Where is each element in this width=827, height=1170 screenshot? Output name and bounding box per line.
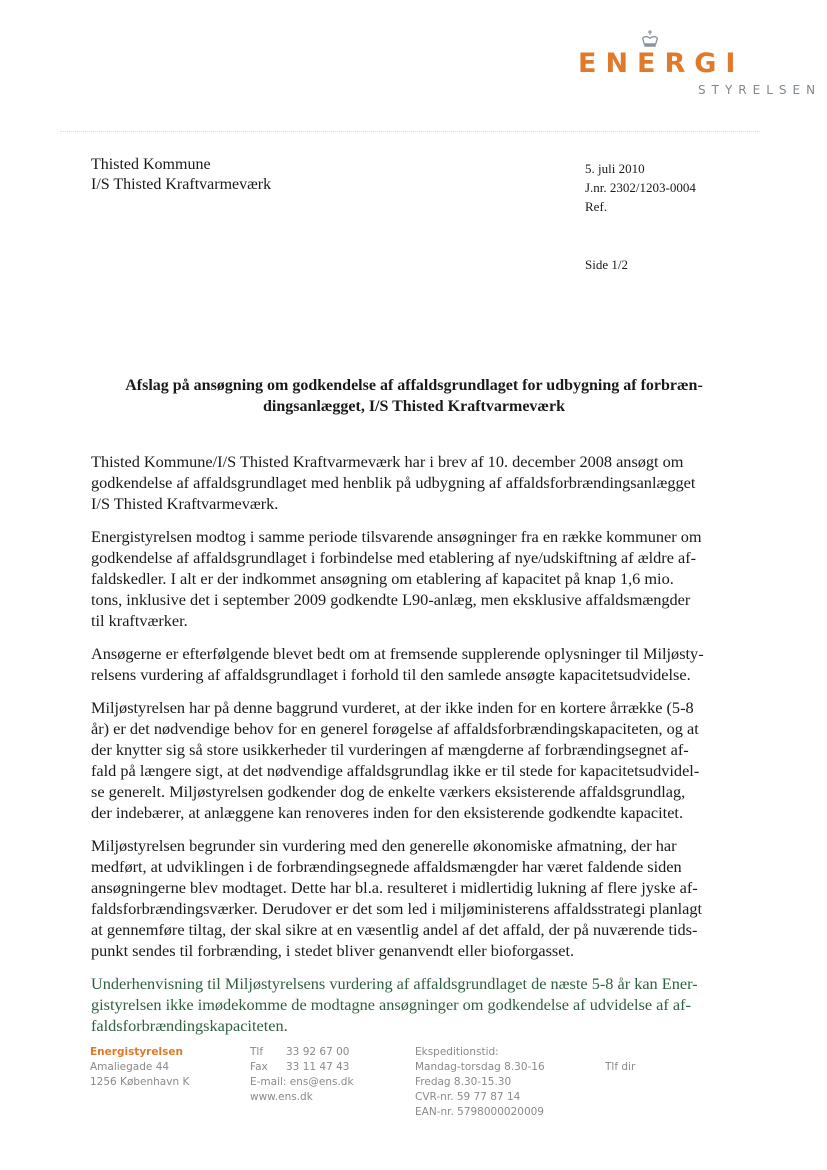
recipient-line: Thisted Kommune xyxy=(91,156,211,173)
letter-meta xyxy=(585,159,696,216)
journal-number: J.nr. 2302/1203-0004 xyxy=(585,180,696,195)
footer-phone: 33 92 67 00 xyxy=(286,1046,350,1058)
letter-title: Afslag på ansøgning om godkendelse af affaldsgrundlaget for udbygning af forbræn- dingsanlægget, I/S Thisted Kraftvarmeværk xyxy=(125,377,703,415)
footer-fax: 33 11 47 43 xyxy=(286,1061,350,1073)
footer-street: Amaliegade 44 xyxy=(90,1061,170,1073)
footer-website[interactable]: www.ens.dk xyxy=(250,1091,313,1103)
ean-number: EAN-nr. 5798000020009 xyxy=(415,1106,544,1118)
footer-org: Energistyrelsen xyxy=(90,1046,183,1058)
letter-body xyxy=(91,451,791,1048)
paragraph: Miljøstyrelsen har på denne baggrund vurderet, at der ikke inden for en kortere årrække (5-8 år) er det nødvendige behov for en generel forøgelse af affaldsforbrændingskapaciteten, og at der knytter sig så store usikkerheder til vurderingen af mængderne af forbrændingsegnet af- fald på længere sigt, at det nødvendige affaldsgrundlag ikke er til stede for kapacitetsudvidel- se generelt. Miljøstyrelsen godkender dog de enkelte værkers eksisterende affaldsgrundlag, der indebærer, at anlæggene kan renoveres inden for den eksisterende godkendte kapacitet. xyxy=(91,698,700,822)
page-number: Side 1/2 xyxy=(585,257,628,272)
footer-tlf-dir: Tlf dir xyxy=(605,1061,636,1073)
footer-city: 1256 København K xyxy=(90,1076,190,1088)
recipient-address xyxy=(91,155,271,195)
tlf-label: Tlf xyxy=(250,1046,264,1058)
fax-label: Fax xyxy=(250,1061,268,1073)
hours-friday: Fredag 8.30-15.30 xyxy=(415,1076,512,1088)
logo-subtitle: STYRELSEN xyxy=(698,83,822,97)
energistyrelsen-logo xyxy=(578,30,822,100)
footer-address xyxy=(90,1045,189,1090)
hours-label: Ekspeditionstid: xyxy=(415,1046,499,1058)
paragraph: Miljøstyrelsen begrunder sin vurdering med den generelle økonomiske afmatning, der har medført, at udviklingen i de forbrændingsegnede affaldsmængder har været faldende siden ansøgningerne blev modtaget. Dette har bl.a. resulteret i midlertidig lukning af flere jyske af- faldsforbrændingsværker. Derudover er det som led i miljøministerens affaldsstrategi planlagt at gennemføre tiltag, der skal sikre at en væsentlig andel af det affald, der på nuværende tids- punkt sendes til forbrænding, i stedet bliver genanvendt eller bioforgasset. xyxy=(91,836,703,960)
paragraph: Ansøgerne er efterfølgende blevet bedt om at fremsende supplerende oplysninger til Miljøsty- relsens vurdering af affaldsgrundlaget i forhold til den samlede ansøgte kapacitetsudvidelse. xyxy=(91,644,704,684)
footer-hours xyxy=(415,1045,545,1120)
paragraph: Thisted Kommune/I/S Thisted Kraftvarmeværk har i brev af 10. december 2008 ansøgt om godkendelse af affaldsgrundlaget med henblik på udbygning af affaldsforbrændingsanlægget I/S Thisted Kraftvarmeværk. xyxy=(91,452,696,513)
footer-contact xyxy=(250,1045,354,1105)
footer-email[interactable]: E-mail: ens@ens.dk xyxy=(250,1076,354,1088)
header-divider xyxy=(60,131,760,132)
paragraph: Energistyrelsen modtog i samme periode tilsvarende ansøgninger fra en række kommuner om godkendelse af affaldsgrundlaget i forbindelse med etablering af nye/udskiftning af ældre af- faldskedler. I alt er der indkommet ansøgning om etablering af kapacitet på knap 1,6 mio. tons, inklusive det i september 2009 godkendte L90-anlæg, men eksklusive affaldsmængder til kraftværker. xyxy=(91,527,702,630)
cvr-number: CVR-nr. 59 77 87 14 xyxy=(415,1091,521,1103)
reference: Ref. xyxy=(585,199,608,214)
logo-word: ENERGI xyxy=(578,48,745,79)
letter-date: 5. juli 2010 xyxy=(585,161,645,176)
paragraph-conclusion: Underhenvisning til Miljøstyrelsens vurdering af affaldsgrundlaget de næste 5-8 år kan Ener- gistyrelsen ikke imødekomme de modtagne ansøgninger om godkendelse af udvidelse af af- faldsforbrændingskapaciteten. xyxy=(91,974,698,1035)
hours-weekdays: Mandag-torsdag 8.30-16 xyxy=(415,1061,545,1073)
recipient-line: I/S Thisted Kraftvarmeværk xyxy=(91,176,272,193)
crown-icon xyxy=(639,30,661,48)
